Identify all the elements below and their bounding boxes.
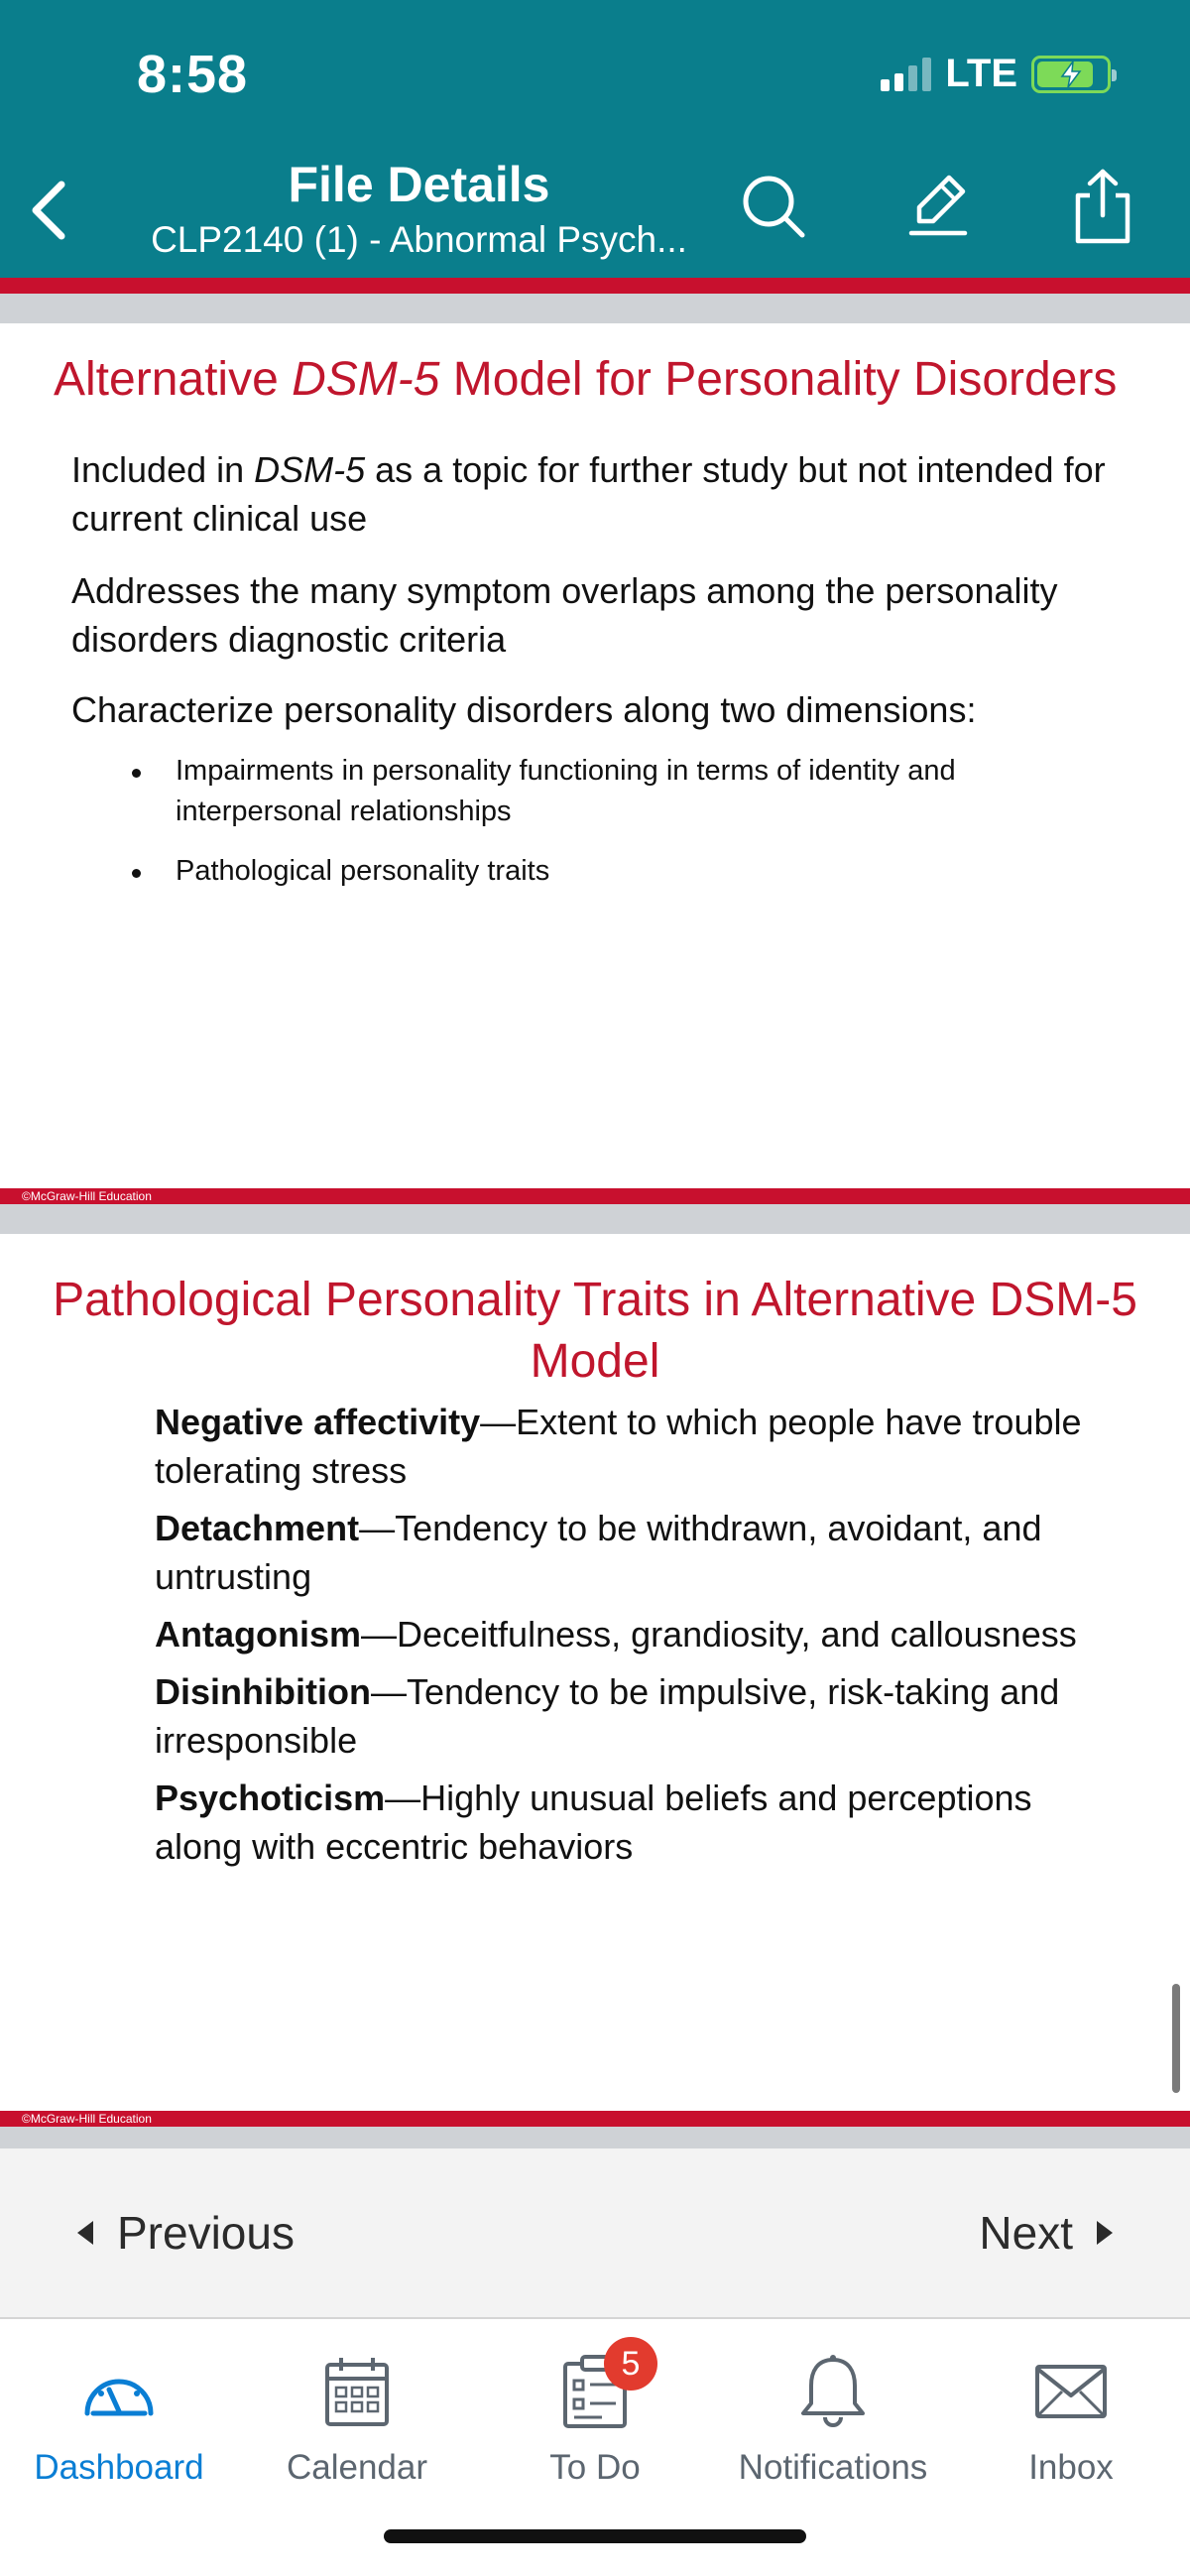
annotate-button[interactable]	[898, 167, 978, 246]
todo-count-badge: 5	[604, 2337, 657, 2391]
triangle-right-icon	[1095, 2220, 1115, 2246]
back-button[interactable]	[18, 171, 77, 250]
next-button[interactable]	[979, 2206, 1115, 2260]
tab-label: Notifications	[738, 2448, 928, 2487]
slide-1-title: Alternative DSM-5 Model for Personality Disorders	[54, 353, 1118, 406]
trait-item: Antagonism—Deceitfulness, grandiosity, and callousness	[155, 1614, 1077, 1655]
dashboard-gauge-icon	[74, 2347, 164, 2436]
share-button[interactable]	[1063, 167, 1142, 246]
envelope-icon	[1026, 2347, 1116, 2436]
trait-item: Disinhibition—Tendency to be impulsive, risk-taking and irresponsible	[155, 1671, 1060, 1761]
status-indicators	[881, 52, 1111, 96]
slide-1-bullet: Pathological personality traits	[176, 855, 550, 887]
slide-1-paragraph-2: Addresses the many symptom overlaps among the personality disorders diagnostic criteria	[71, 570, 1058, 660]
tab-todo[interactable]	[476, 2344, 714, 2488]
search-button[interactable]	[734, 167, 813, 246]
copyright-text: ©McGraw-Hill Education	[22, 1189, 152, 1203]
header-title-block	[149, 157, 689, 262]
slide-2-title: Pathological Personality Traits in Alternative DSM-5 Model	[53, 1274, 1137, 1389]
todo-clipboard-icon	[550, 2344, 641, 2436]
slide-footer-bar	[0, 1188, 1190, 1204]
tab-notifications[interactable]	[714, 2347, 952, 2488]
page-navigation	[0, 2148, 1190, 2319]
file-name-subtitle: CLP2140 (1) - Abnormal Psych...	[151, 218, 687, 260]
home-indicator[interactable]	[384, 2529, 806, 2543]
slide-1-paragraph-1: Included in DSM-5 as a topic for further study but not intended for current clinical use	[71, 449, 1106, 539]
tab-label: Inbox	[1028, 2448, 1114, 2487]
slide-separator	[0, 294, 1190, 323]
network-type: LTE	[945, 52, 1017, 95]
trait-item: Negative affectivity—Extent to which people have trouble tolerating stress	[155, 1402, 1082, 1491]
copyright-text: ©McGraw-Hill Education	[22, 2112, 152, 2126]
share-icon	[1068, 168, 1137, 245]
search-icon	[739, 172, 808, 241]
tab-label: Dashboard	[34, 2448, 204, 2487]
tab-calendar[interactable]	[238, 2347, 476, 2488]
slide-separator	[0, 2127, 1190, 2148]
tab-dashboard[interactable]	[0, 2347, 238, 2488]
tab-label: To Do	[549, 2448, 641, 2487]
battery-charging-icon	[1031, 56, 1111, 93]
slide-footer-bar	[0, 2111, 1190, 2127]
annotate-pen-icon	[903, 172, 973, 241]
bullet-dot	[132, 869, 141, 878]
trait-item: Psychoticism—Highly unusual beliefs and perceptions along with eccentric behaviors	[155, 1778, 1032, 1867]
signal-icon	[881, 58, 931, 91]
calendar-icon	[312, 2347, 402, 2436]
previous-button[interactable]	[75, 2206, 295, 2260]
app-header	[0, 0, 1190, 278]
status-time: 8:58	[137, 45, 249, 104]
tab-inbox[interactable]	[952, 2347, 1190, 2488]
slide-1-bullet: Impairments in personality functioning in terms of identity and interpersonal relationships	[176, 755, 956, 828]
bell-icon	[788, 2347, 878, 2436]
slide-footer-bar	[0, 278, 1190, 294]
tab-label: Calendar	[286, 2448, 428, 2487]
bullet-dot	[132, 769, 141, 778]
chevron-left-icon	[30, 181, 65, 240]
document-viewer[interactable]	[0, 278, 1190, 2148]
next-label: Next	[979, 2207, 1073, 2259]
triangle-left-icon	[75, 2220, 95, 2246]
previous-label: Previous	[117, 2207, 295, 2259]
slide-separator	[0, 1204, 1190, 1234]
page-title: File Details	[288, 157, 550, 212]
slide-1-paragraph-3: Characterize personality disorders along two dimensions:	[71, 689, 977, 730]
trait-item: Detachment—Tendency to be withdrawn, avoidant, and untrusting	[155, 1508, 1042, 1597]
scrollbar-thumb[interactable]	[1172, 1984, 1180, 2093]
